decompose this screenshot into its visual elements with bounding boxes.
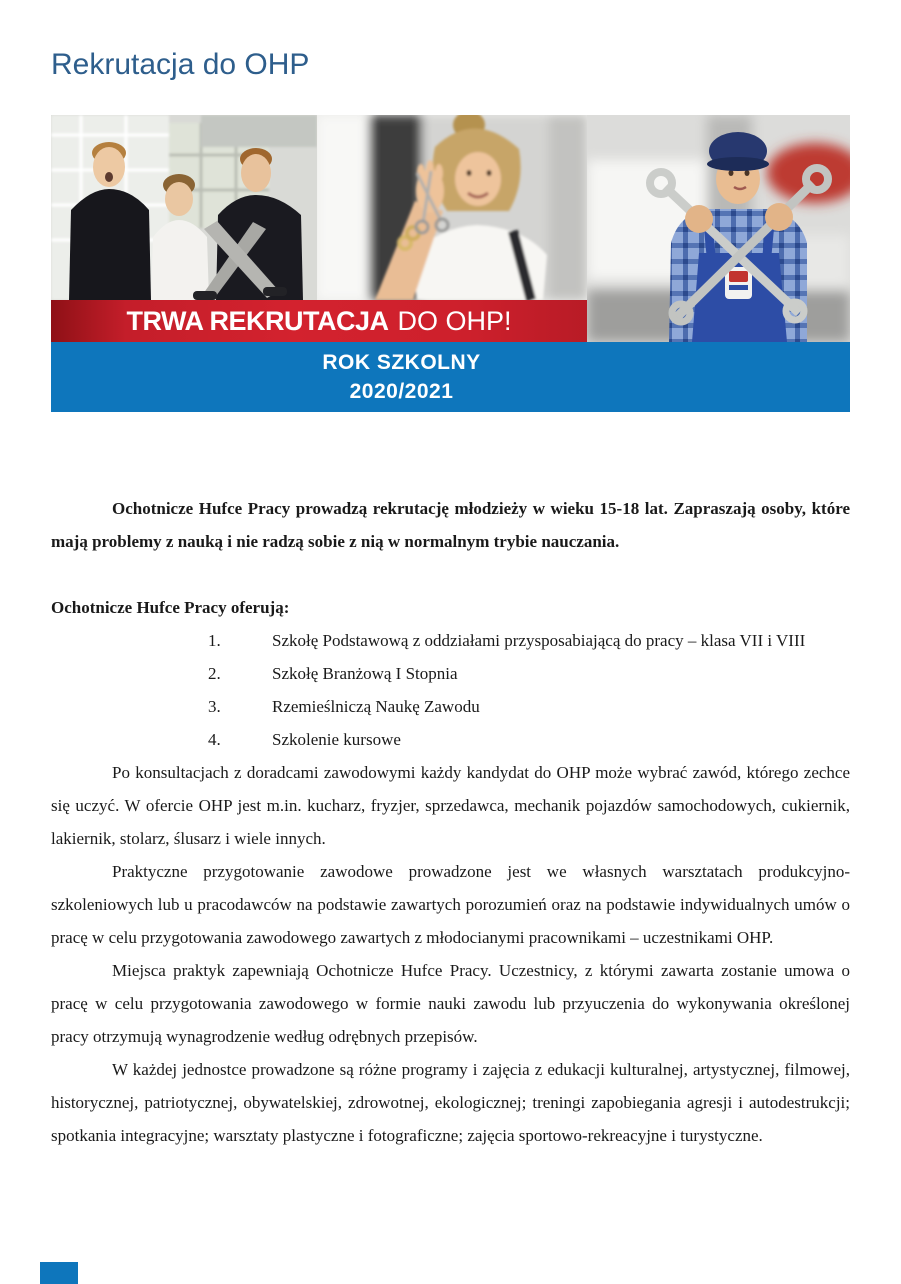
school-year-label: ROK SZKOLNY <box>322 351 481 374</box>
banner-school-year-band <box>51 342 850 412</box>
offer-item <box>51 624 850 657</box>
school-year-value: 2020/2021 <box>349 380 454 403</box>
offer-item-text: Szkołę Branżową I Stopnia <box>272 664 458 683</box>
offer-item <box>51 723 850 756</box>
banner-headline-bold: TRWA REKRUTACJA <box>126 305 389 336</box>
body-paragraph-4: W każdej jednostce prowadzone są różne programy i zajęcia z edukacji kulturalnej, artystycznej, filmowej, historycznej, patriotycznej, obywatelskiej, zdrowotnej, ekologicznej; treningi zapobiegania agresji i autodestrukcji; spotkania integracyjne; warsztaty plastyczne i fotograficzne; zajęcia sportowo-rekreacyjne i turystyczne. <box>51 1060 850 1145</box>
offer-item <box>51 657 850 690</box>
offer-item-number: 4. <box>208 730 221 749</box>
next-section-blue-corner <box>40 1262 78 1284</box>
offer-item-text: Rzemieślniczą Naukę Zawodu <box>272 697 480 716</box>
intro-paragraph: Ochotnicze Hufce Pracy prowadzą rekrutację młodzieży w wieku 15-18 lat. Zapraszają osoby, które mają problemy z nauką i nie radzą sobie z nią w normalnym trybie nauczania. <box>51 499 850 551</box>
body-paragraph-2: Praktyczne przygotowanie zawodowe prowadzone jest we własnych warsztatach produkcyjno-szkoleniowych lub u pracodawców na podstawie zawartych porozumień oraz na podstawie indywidualnych umów o pracę w celu przygotowania zawodowego zawartych z młodocianymi pracownikami – uczestnikami OHP. <box>51 862 850 947</box>
recruitment-banner <box>51 115 850 412</box>
offer-item-number: 1. <box>208 631 221 650</box>
photo-culinary-students <box>51 115 317 300</box>
offer-list <box>51 624 850 756</box>
photo-hairdresser-student <box>317 115 587 300</box>
banner-headline-band <box>51 300 587 342</box>
body-paragraph-1: Po konsultacjach z doradcami zawodowymi każdy kandydat do OHP może wybrać zawód, którego zechce się uczyć. W ofercie OHP jest m.in. kucharz, fryzjer, sprzedawca, mechanik pojazdów samochodowych, cukiernik, lakiernik, stolarz, ślusarz i wiele innych. <box>51 763 850 848</box>
offer-item-text: Szkolenie kursowe <box>272 730 401 749</box>
article-body <box>51 492 850 1152</box>
offer-item-number: 2. <box>208 664 221 683</box>
body-paragraph-3: Miejsca praktyk zapewniają Ochotnicze Hufce Pracy. Uczestnicy, z którymi zawarta zostanie umowa o pracę w celu przygotowania zawodowego w formie nauki zawodu lub przyuczenia do wykonywania określonej pracy otrzymują wynagrodzenie według odrębnych przepisów. <box>51 961 850 1046</box>
offer-item <box>51 690 850 723</box>
photo-mechanic-student <box>587 115 850 342</box>
banner-headline-light: DO OHP! <box>397 305 512 336</box>
offer-heading: Ochotnicze Hufce Pracy oferują: <box>51 598 290 617</box>
page-title: Rekrutacja do OHP <box>51 48 310 81</box>
offer-item-text: Szkołę Podstawową z oddziałami przysposabiającą do pracy – klasa VII i VIII <box>272 631 806 650</box>
offer-item-number: 3. <box>208 697 221 716</box>
